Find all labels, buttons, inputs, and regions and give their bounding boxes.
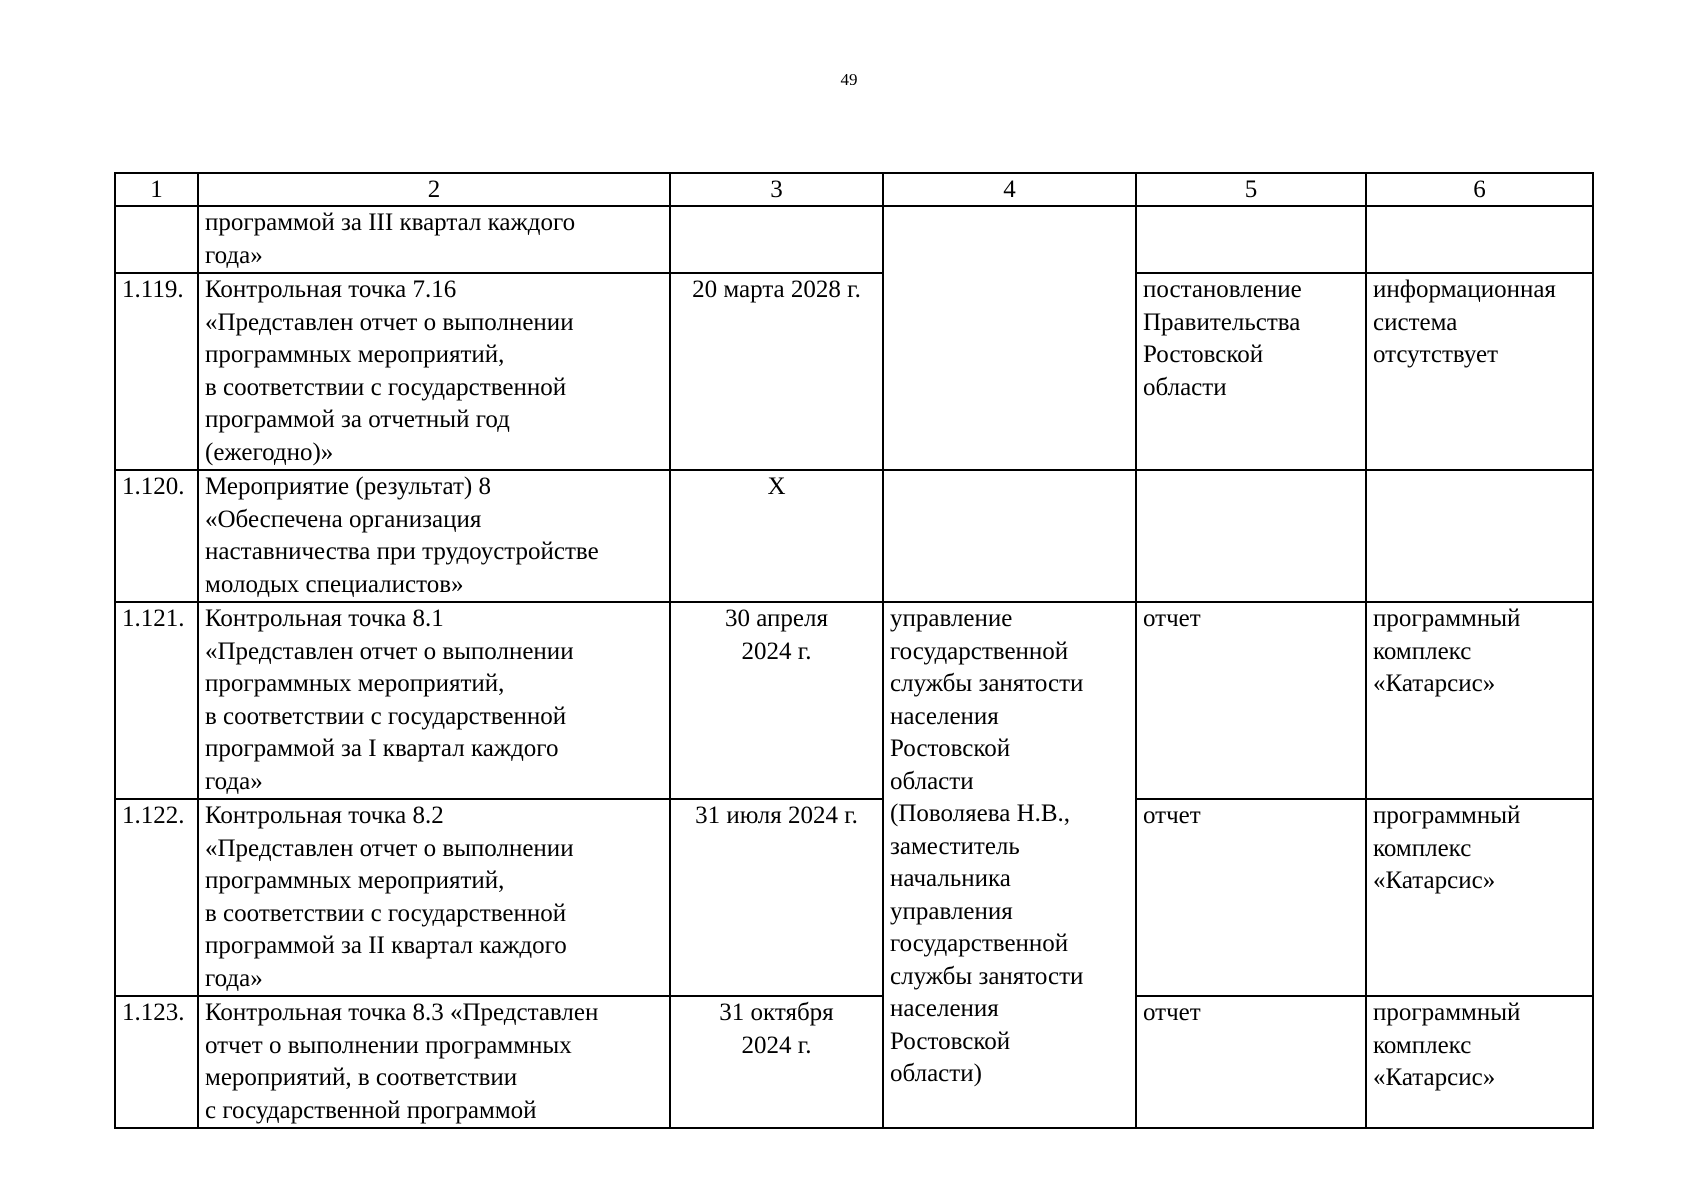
column-number: 5 xyxy=(1136,173,1366,206)
document-type-cell xyxy=(1136,470,1366,602)
table-row xyxy=(115,799,1593,996)
item-name-cell: Контрольная точка 8.3 «Представлен отчет о выполнении программных мероприятий, в соответствии с государственной программой xyxy=(198,996,670,1128)
due-date-cell: 30 апреля 2024 г. xyxy=(670,602,883,799)
row-number-cell: 1.122. xyxy=(115,799,198,996)
item-name-cell: Контрольная точка 8.2 «Представлен отчет о выполнении программных мероприятий, в соответствии с государственной программой за II квартал каждого года» xyxy=(198,799,670,996)
table-row xyxy=(115,470,1593,602)
item-name-cell: Контрольная точка 7.16 «Представлен отчет о выполнении программных мероприятий, в соответствии с государственной программой за отчетный год (ежегодно)» xyxy=(198,273,670,470)
document-type-cell: постановление Правительства Ростовской области xyxy=(1136,273,1366,470)
due-date-cell xyxy=(670,206,883,273)
due-date-cell: 31 октября 2024 г. xyxy=(670,996,883,1128)
column-number: 2 xyxy=(198,173,670,206)
row-number-cell: 1.121. xyxy=(115,602,198,799)
column-number: 3 xyxy=(670,173,883,206)
table-row xyxy=(115,273,1593,470)
row-number-cell: 1.120. xyxy=(115,470,198,602)
document-type-cell: отчет xyxy=(1136,996,1366,1128)
table-row xyxy=(115,206,1593,273)
table-row xyxy=(115,602,1593,799)
responsible-cell xyxy=(883,206,1136,470)
info-system-cell: информационная система отсутствует xyxy=(1366,273,1593,470)
page-number: 49 xyxy=(840,70,858,89)
info-system-cell: программный комплекс «Катарсис» xyxy=(1366,799,1593,996)
info-system-cell xyxy=(1366,206,1593,273)
column-number: 4 xyxy=(883,173,1136,206)
column-number: 6 xyxy=(1366,173,1593,206)
table-row xyxy=(115,996,1593,1128)
due-date-cell: 20 марта 2028 г. xyxy=(670,273,883,470)
info-system-cell: программный комплекс «Катарсис» xyxy=(1366,996,1593,1128)
item-name-cell: программой за III квартал каждого года» xyxy=(198,206,670,273)
document-type-cell: отчет xyxy=(1136,799,1366,996)
plan-table xyxy=(114,172,1594,1129)
due-date-cell: 31 июля 2024 г. xyxy=(670,799,883,996)
item-name-cell: Мероприятие (результат) 8 «Обеспечена организация наставничества при трудоустройстве молодых специалистов» xyxy=(198,470,670,602)
item-name-cell: Контрольная точка 8.1 «Представлен отчет о выполнении программных мероприятий, в соответствии с государственной программой за I квартал каждого года» xyxy=(198,602,670,799)
document-type-cell xyxy=(1136,206,1366,273)
due-date-cell: Х xyxy=(670,470,883,602)
column-number: 1 xyxy=(115,173,198,206)
info-system-cell: программный комплекс «Катарсис» xyxy=(1366,602,1593,799)
responsible-cell: управление государственной службы занятости населения Ростовской области (Поволяева Н.В., заместитель начальника управления государственной службы занятости населения Ростовской области) xyxy=(883,602,1136,1128)
row-number-cell: 1.119. xyxy=(115,273,198,470)
info-system-cell xyxy=(1366,470,1593,602)
row-number-cell xyxy=(115,206,198,273)
column-number-row xyxy=(115,173,1593,206)
row-number-cell: 1.123. xyxy=(115,996,198,1128)
document-type-cell: отчет xyxy=(1136,602,1366,799)
responsible-cell xyxy=(883,470,1136,602)
